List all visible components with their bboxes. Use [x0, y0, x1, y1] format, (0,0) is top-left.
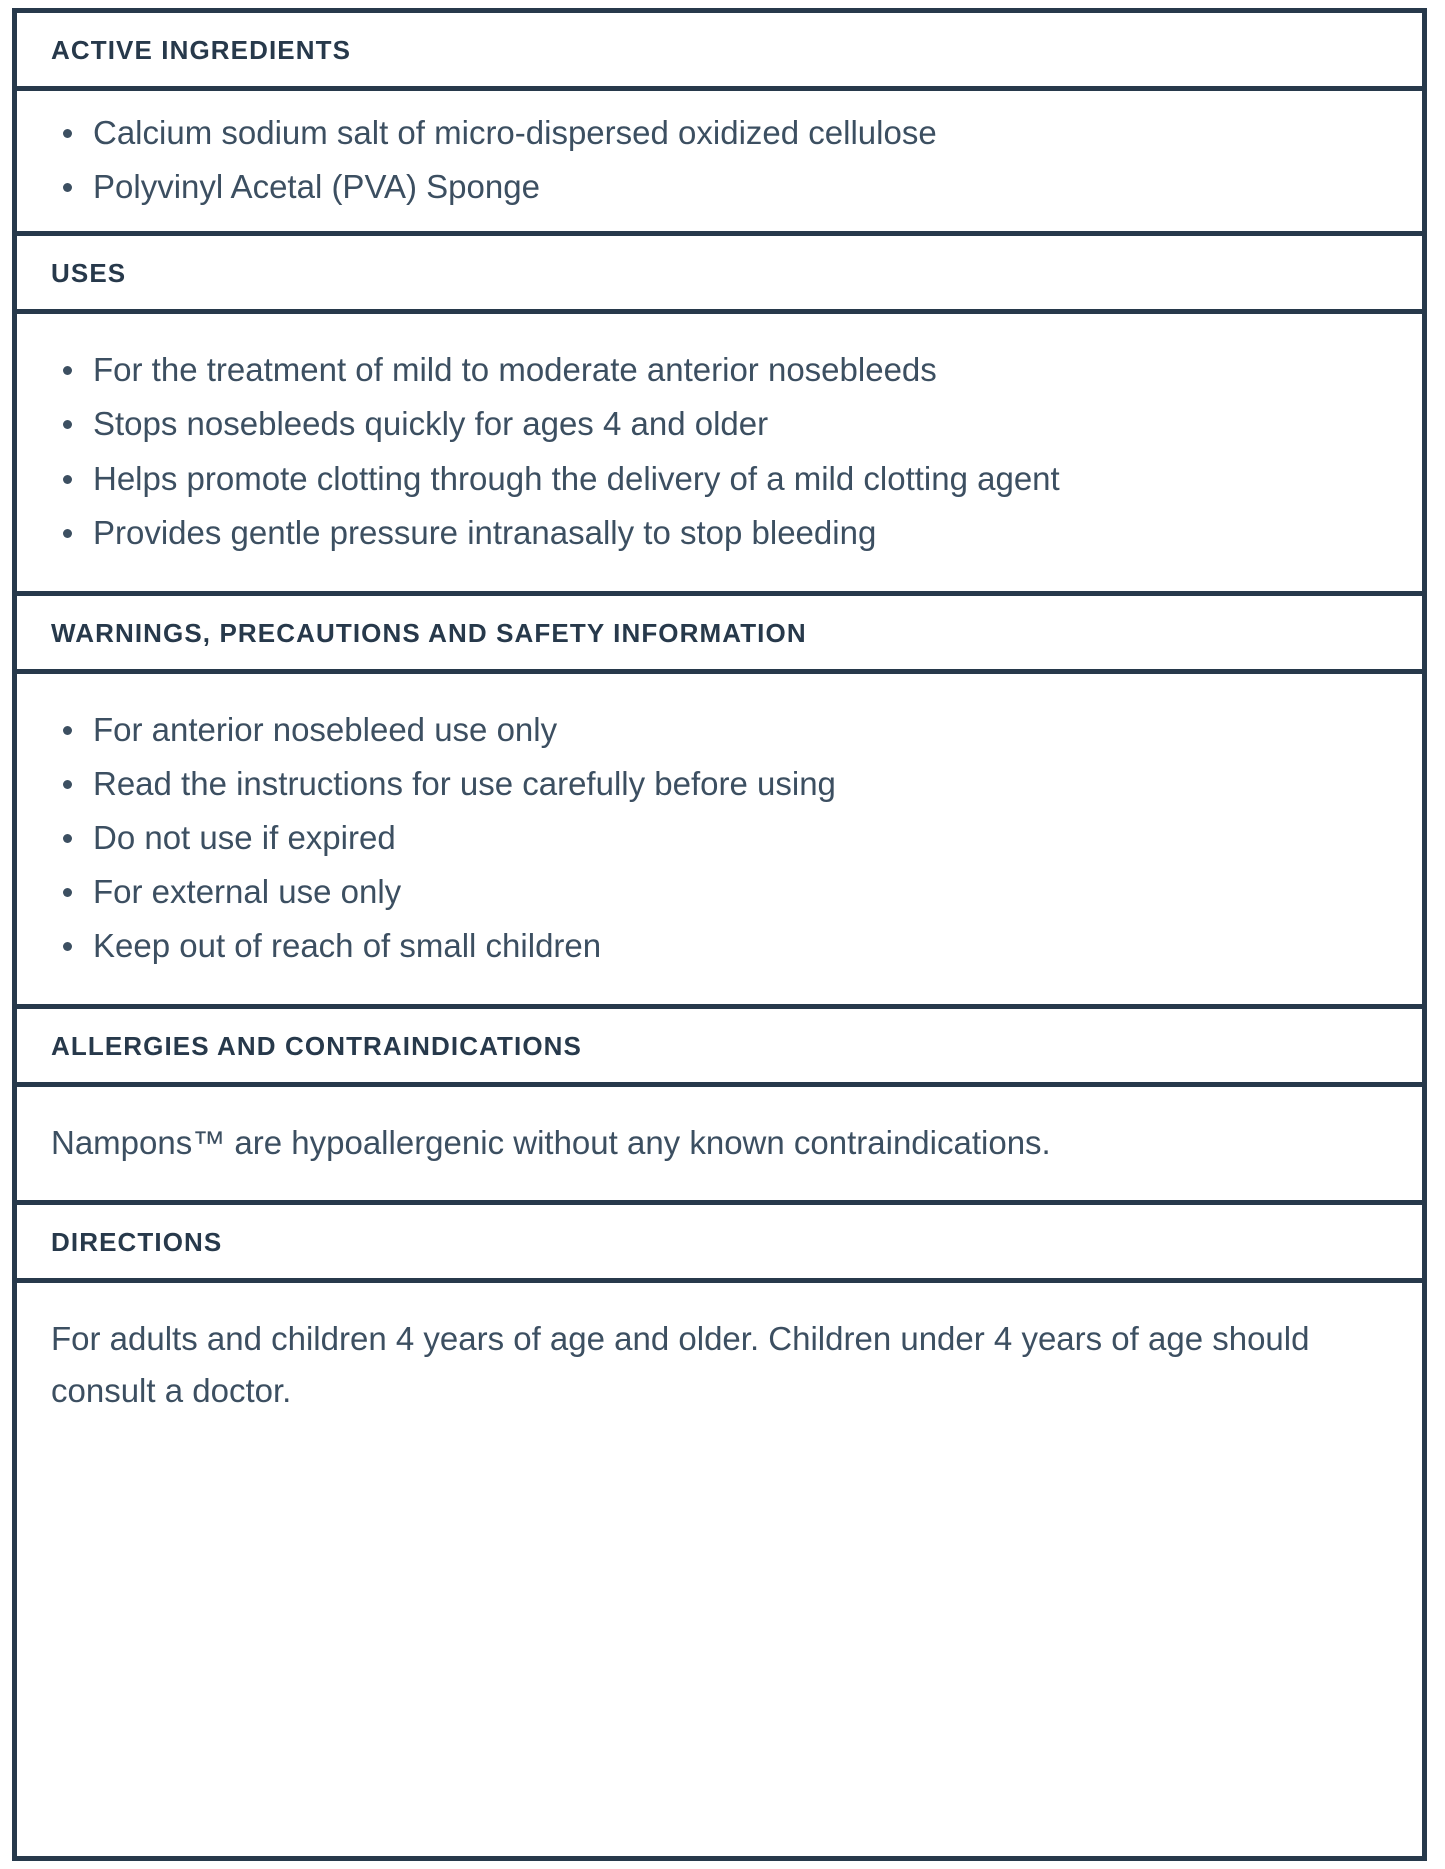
list-item: For external use only [51, 866, 1388, 918]
section-header-warnings: WARNINGS, PRECAUTIONS AND SAFETY INFORMATION [17, 596, 1422, 674]
list-item: Keep out of reach of small children [51, 920, 1388, 972]
list-item: Stops nosebleeds quickly for ages 4 and older [51, 398, 1388, 450]
directions-paragraph: For adults and children 4 years of age and older. Children under 4 years of age should consult a doctor. [51, 1319, 1310, 1409]
section-header-uses: USES [17, 236, 1422, 314]
uses-list [51, 344, 1388, 559]
list-item: Polyvinyl Acetal (PVA) Sponge [51, 161, 1388, 213]
section-header-active-ingredients: ACTIVE INGREDIENTS [17, 13, 1422, 91]
section-body-warnings [17, 674, 1422, 1010]
section-body-allergies [17, 1087, 1422, 1204]
list-item: Do not use if expired [51, 812, 1388, 864]
list-item: For anterior nosebleed use only [51, 704, 1388, 756]
active-ingredients-list [51, 107, 1388, 213]
warnings-list [51, 704, 1388, 973]
section-body-active-ingredients [17, 91, 1422, 236]
list-item: Helps promote clotting through the delivery of a mild clotting agent [51, 453, 1388, 505]
list-item: Calcium sodium salt of micro-dispersed oxidized cellulose [51, 107, 1388, 159]
drug-facts-panel [12, 8, 1427, 1861]
allergies-paragraph: Nampons™ are hypoallergenic without any known contraindications. [51, 1124, 1051, 1162]
list-item: For the treatment of mild to moderate anterior nosebleeds [51, 344, 1388, 396]
section-body-uses [17, 314, 1422, 596]
section-body-directions [17, 1283, 1422, 1857]
list-item: Provides gentle pressure intranasally to stop bleeding [51, 507, 1388, 559]
section-header-allergies: ALLERGIES AND CONTRAINDICATIONS [17, 1009, 1422, 1087]
section-header-directions: DIRECTIONS [17, 1205, 1422, 1283]
list-item: Read the instructions for use carefully before using [51, 758, 1388, 810]
